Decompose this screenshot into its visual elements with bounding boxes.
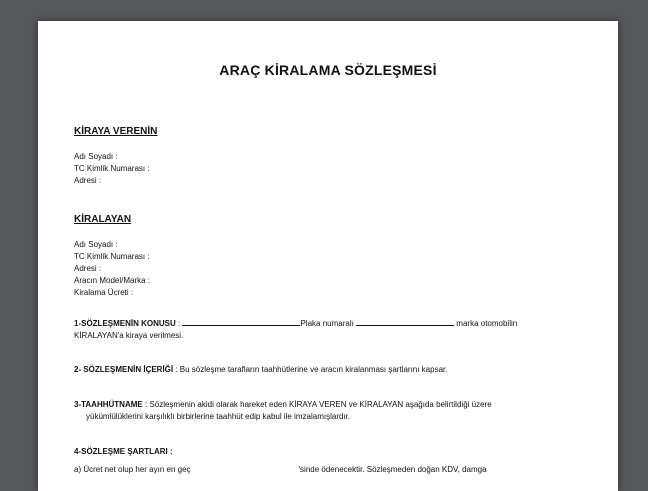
- section-3-label: 3-TAAHHÜTNAME: [74, 400, 143, 409]
- section-1-plate-text: Plaka numaralı: [300, 319, 354, 328]
- section-1-label: 1-SÖZLEŞMENİN KONUSU: [74, 319, 176, 328]
- lessee-fee-field: Kiralama Ücreti :: [74, 288, 134, 297]
- lessee-address-field: Adresi :: [74, 264, 102, 273]
- section-4-line-1: [74, 464, 594, 476]
- lessor-heading: KİRAYA VERENİN: [74, 126, 158, 137]
- lessee-tc-field: TC Kimlik Numarası :: [74, 252, 150, 261]
- section-2-label: 2- SÖZLEŞMENİN İÇERİĞİ: [74, 365, 174, 374]
- section-3: [74, 399, 594, 423]
- section-1-brand-text: marka otomobilin: [456, 319, 518, 328]
- lessee-heading: KİRALAYAN: [74, 214, 132, 225]
- section-3-text: : Sözleşmenin akidi olarak hareket eden KİRAYA VEREN ve KİRALAYAN aşağıda belirtildiği üzere: [142, 400, 492, 409]
- document-page: [38, 21, 618, 491]
- section-2: [74, 364, 594, 376]
- lessee-name-field: Adı Soyadı :: [74, 240, 118, 249]
- document-title: ARAÇ KİRALAMA SÖZLEŞMESİ: [219, 62, 437, 78]
- section-4-line-1-start: a) Ücret net olup her ayın en geç: [74, 465, 191, 474]
- lessor-address-field: Adresi :: [74, 176, 102, 185]
- lessee-vehicle-field: Aracın Model/Marka :: [74, 276, 151, 285]
- section-1: [74, 318, 594, 342]
- section-2-text: : Bu sözleşme tarafların taahhütlerine ve aracın kiralanması şartlarını kapsar.: [173, 365, 448, 374]
- lessor-name-field: Adı Soyadı :: [74, 152, 118, 161]
- section-4: [74, 446, 594, 458]
- plate-blank: [182, 318, 300, 326]
- section-4-label: 4-SÖZLEŞME ŞARTLARI :: [74, 447, 173, 456]
- section-1-line-2: KİRALAYAN'a kiraya verilmesi.: [74, 331, 184, 340]
- section-4-line-1-end: 'sinde ödenecektir. Sözleşmeden doğan KDV, damga: [298, 465, 487, 474]
- brand-blank: [356, 318, 454, 326]
- section-1-sep: :: [175, 319, 183, 328]
- lessor-tc-field: TC Kimlik Numarası :: [74, 164, 150, 173]
- section-3-line-2: yükümlülüklerini karşılıklı birbirlerine taahhüt edip kabul ile imzalamışlardır.: [86, 412, 351, 421]
